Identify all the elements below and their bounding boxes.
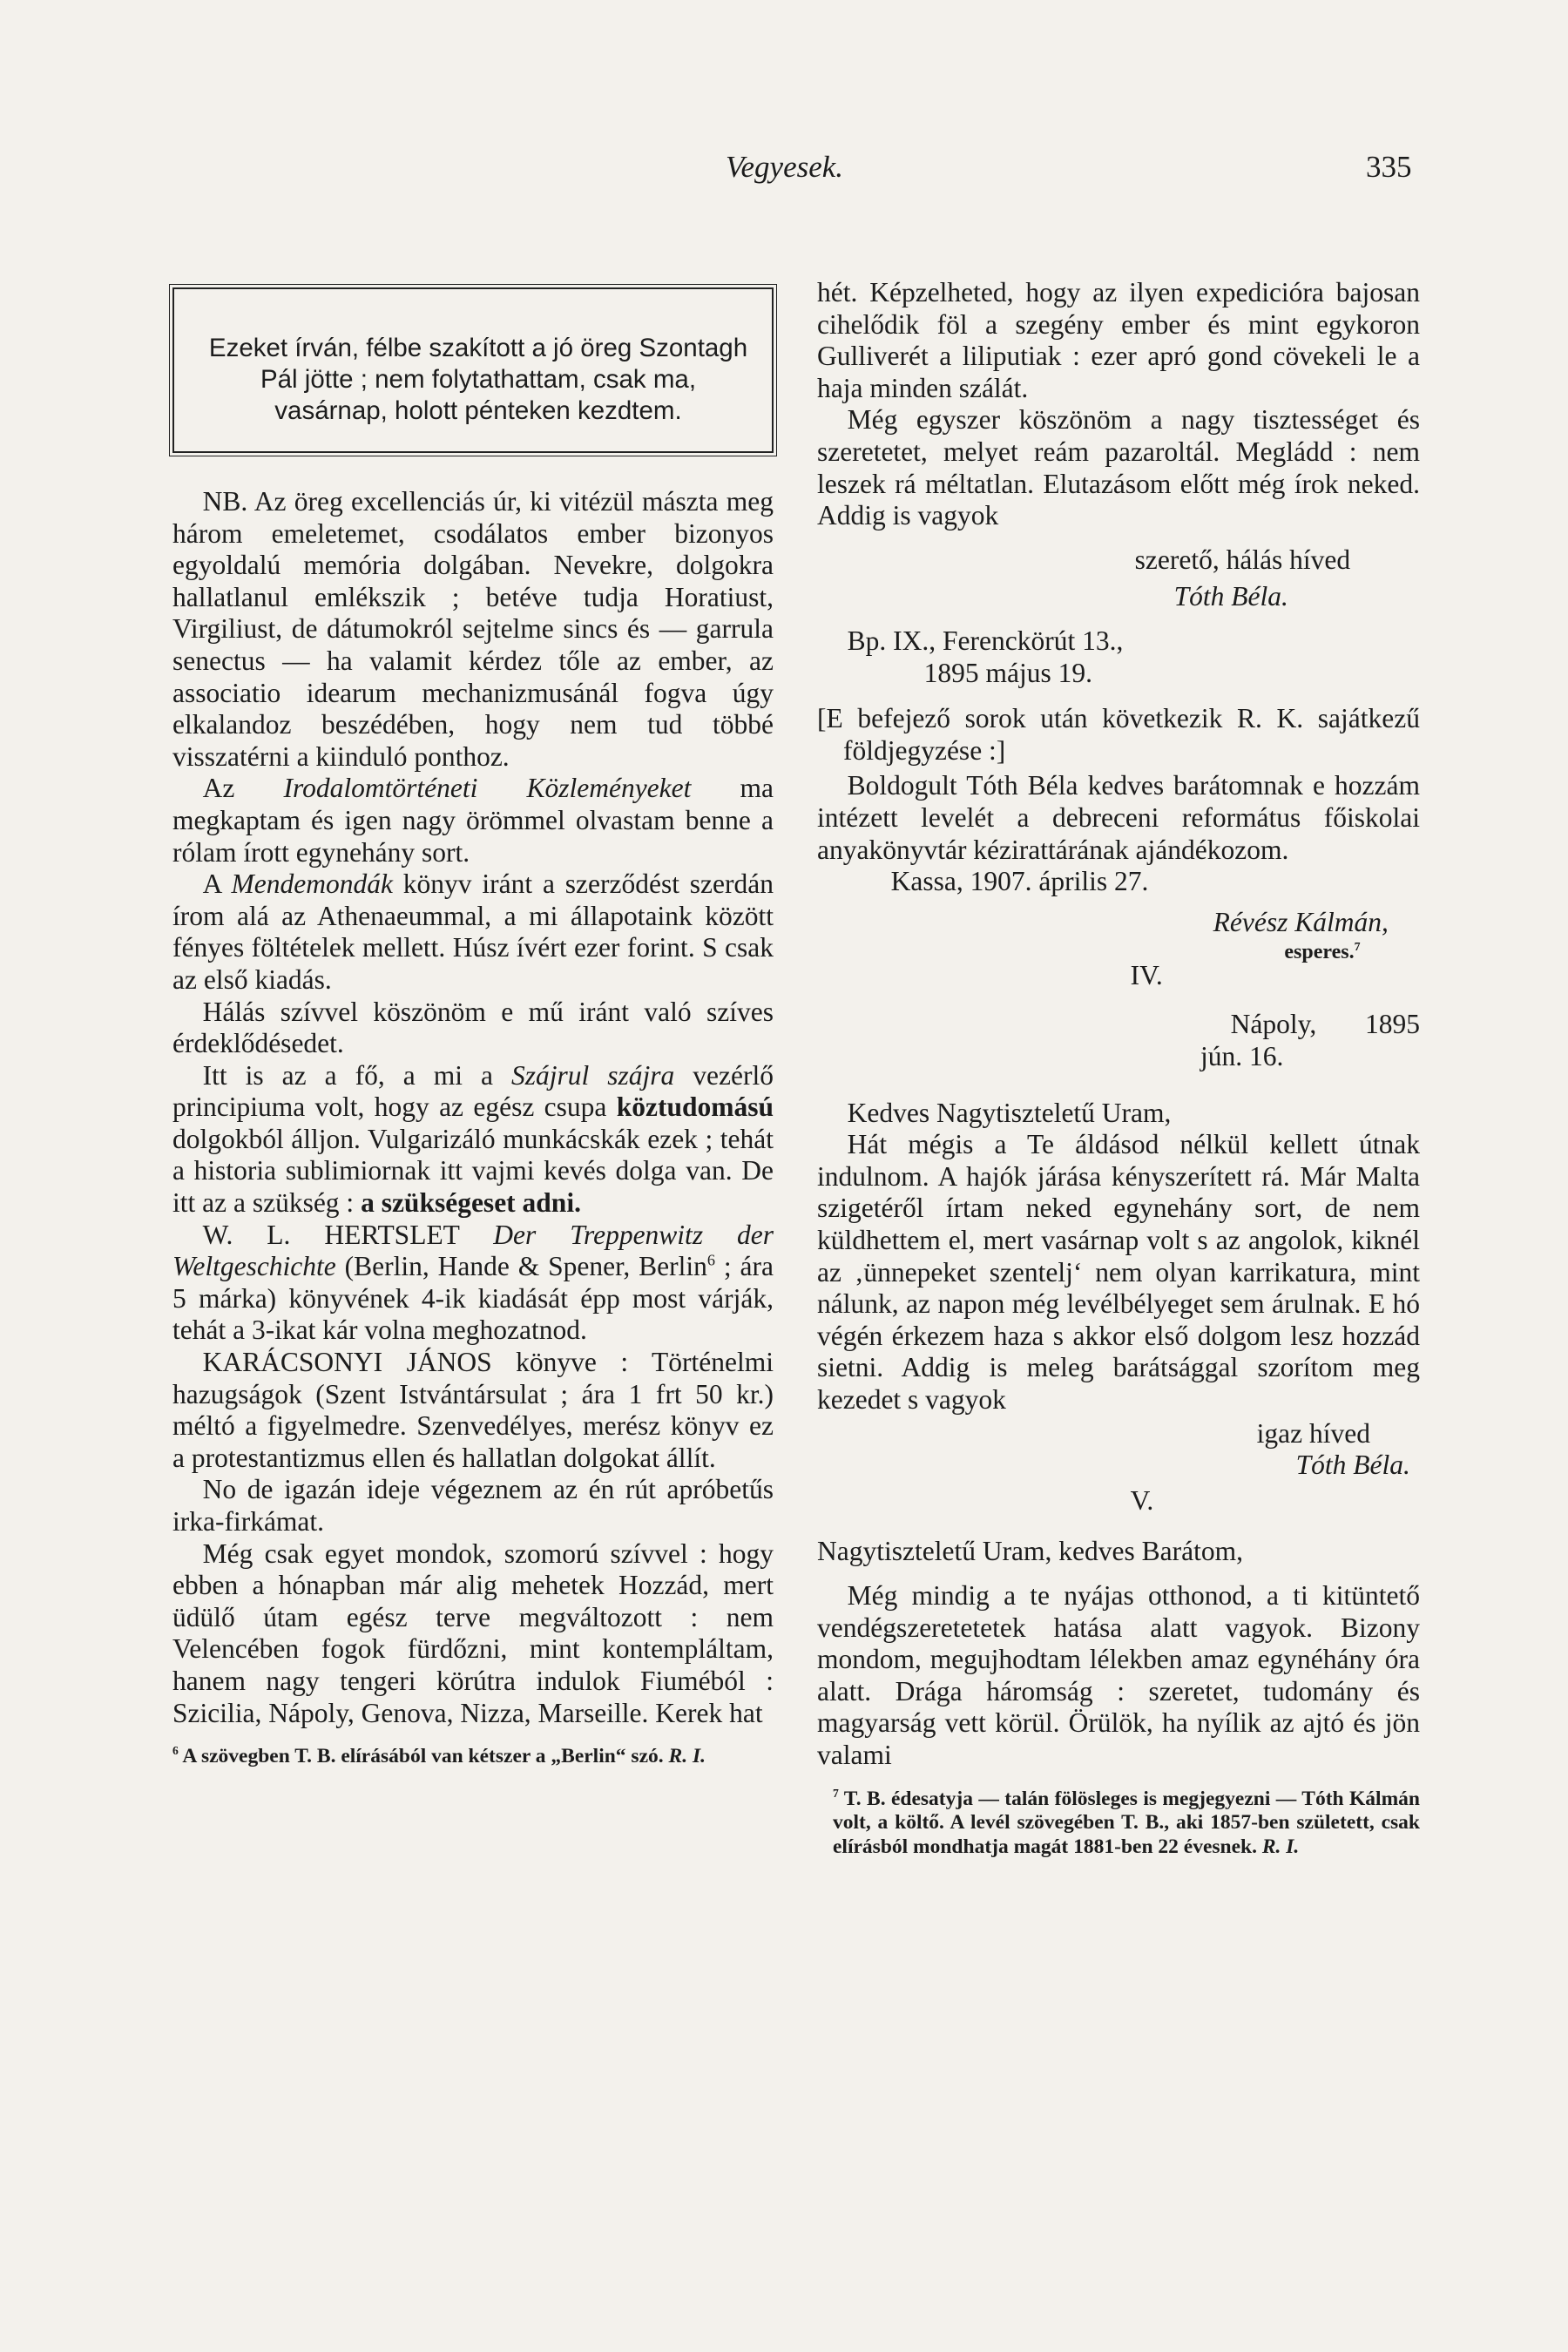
closing-2: igaz híved: [1256, 1417, 1370, 1449]
footnote-ref: 6: [706, 1251, 715, 1269]
text: W. L. HERTSLET: [202, 1219, 494, 1250]
boxed-note: Ezeket írván, félbe szakított a jó öreg Szontagh Pál jötte ; nem folytathattam, csak ma, vasárnap, holott pénteken kezdtem.: [172, 287, 774, 453]
running-head: Vegyesek.: [726, 150, 844, 184]
paragraph-thanks: Hálás szívvel köszönöm e mű iránt való szíves érdeklődésedet.: [172, 996, 774, 1059]
book-title: Der Treppenwitz der Weltgeschichte: [172, 1219, 774, 1282]
closing-1: szerető, hálás híved: [1134, 544, 1351, 575]
footnote-6: [172, 1745, 774, 1769]
date-2: Nápoly, 1895 jún. 16.: [1200, 1009, 1420, 1072]
paragraph-journey: Még csak egyet mondok, szomorú szívvel : hogy ebben a hónapban már alig mehetek Hozzád, mert üdülő útam egész terve megváltozott : nem Velencében fogok fürdőzni, mint kontempláltam, hanem nagy tengeri körútra indulok Fiuméból : Szicilia, Nápoly, Genova, Nizza, Marseille. Kerek hat: [172, 1538, 774, 1728]
address: Bp. IX., Ferenckörút 13.,: [847, 625, 1124, 656]
footnote-text: T. B. édesatyja — talán fölösleges is megjegyezni — Tóth Kálmán volt, a költő. A levél szövegében T. B., aki 1857-ben született, csak elírásból mondhatja magát 1881-ben 22 évesnek.: [833, 1787, 1420, 1858]
right-column: [817, 277, 1420, 1859]
signature-1: Tóth Béla.: [1173, 581, 1288, 612]
page-number: 335: [1366, 150, 1412, 184]
signature-line: [817, 1450, 1420, 1482]
footnote-ref: 7: [1354, 941, 1361, 955]
section-iv: IV.: [1130, 959, 1163, 990]
book-title: Szájrul szájra: [510, 1059, 675, 1091]
paragraph-irka-firka: No de igazán ideje végeznem az én rút apróbetűs irka-firkámat.: [172, 1474, 774, 1537]
text: dolgokból álljon. Vulgarizáló munkácskák ezek ; tehát a historia sublimiornak itt vajmi kevés dolga van. De itt az a szükség :: [172, 1123, 774, 1219]
text: Az: [202, 773, 284, 804]
journal-title: Irodalomtörténeti Közleményeket: [283, 773, 692, 804]
bold-term: köztudomású: [616, 1092, 774, 1123]
place-date: Kassa, 1907. április 27.: [890, 866, 1149, 897]
bold-term: a szükségeset adni.: [361, 1187, 581, 1219]
paragraph-continuation: hét. Képzelheted, hogy az ilyen expedicióra bajosan cihelődik föl a szegény ember és mint egykoron Gulliverét a liliputiak : ezer apró gond cövekeli le a haja minden szálát.: [817, 277, 1420, 403]
salutation-1: Kedves Nagytiszteletű Uram,: [847, 1097, 1172, 1128]
paragraph-mendemondak: [172, 868, 774, 996]
text: (Berlin, Hande & Spener, Berlin: [335, 1251, 707, 1282]
left-column: [172, 277, 774, 1769]
text: ma megkaptam és igen nagy örömmel olvastam benne a rólam írott egynehány sort.: [172, 773, 774, 868]
paragraph-thanks-again: Még egyszer köszönöm a nagy tisztességet és szeretetet, melyet reám pazaroltál. Megládd : nem leszek rá méltatlan. Elutazásom előtt még írok neked. Addig is vagyok: [817, 404, 1420, 531]
text: A: [202, 868, 232, 900]
footnote-initials: R. I.: [668, 1745, 706, 1768]
signature-3: Tóth Béla.: [1295, 1450, 1410, 1481]
paragraph-karacsonyi: KARÁCSONYI JÁNOS könyve : Történelmi hazugságok (Szent Istvántársulat ; ára 1 frt 50 kr.) méltó a figyelmedre. Szenvedélyes, merész könyv ez a protestantizmus ellen és hallatlan dolgokat állít.: [172, 1347, 774, 1473]
footnote-number: 7: [833, 1786, 839, 1800]
salutation-2: Nagytiszteletű Uram, kedves Barátom,: [817, 1536, 1243, 1567]
paragraph-irodalomtorteneti: [172, 773, 774, 868]
signature-2: Révész Kálmán,: [1213, 906, 1389, 937]
date-1: 1895 május 19.: [923, 657, 1093, 688]
footnote-7: [817, 1788, 1420, 1860]
paragraph-szajrul-szajra: [172, 1060, 774, 1220]
text: könyv iránt a szerződést szerdán írom alá az Athenaeummal, a mi állapotaink között fényes föltételek mellett. Húsz ívért ezer forint. S csak az első kiadás.: [172, 868, 774, 995]
text: vezérlő principiuma volt, hogy az egész csupa: [172, 1059, 774, 1123]
footnote-number: 6: [172, 1744, 179, 1758]
paragraph-hertslet: [172, 1220, 774, 1347]
paragraph-naples-letter: Hát mégis a Te áldásod nélkül kellett útnak indulnom. A hajók járása kényszerített rá. Már Malta szigetéről írtam neked egynehány sort, de nem küldhettem el, mert vasárnap volt s az angolok, kiknél az ‚ünnepeket szentelj‘ nem olyan karrikatura, mint nálunk, az napon még levélbélyeget sem árulnak. E hó végén érkezem haza s akkor első dolgom lesz hozzád sietni. Addig is meleg barátsággal szorítom meg kezedet s vagyok: [817, 1129, 1420, 1415]
paragraph-nb: NB. Az öreg excellenciás úr, ki vitézül mászta meg három emeletemet, csodálatos ember bizonyos egyoldalú memória dolgában. Nevekre, dolgokra hallatlanul emlékszik ; betéve tudja Horatiust, Virgiliust, de dátumokról sejtelme sincs és — garrula senectus — ha valamit kérdez tőle az ember, az associatio idearum mechanizmusánál fogva úgy elkalandoz beszédében, hogy nem tud többé visszatérni a kiinduló ponthoz.: [172, 486, 774, 772]
text: ; ára 5 márka) könyvének 4-ik kiadását épp most várják, tehát a 3-ikat kár volna meghozatnod.: [172, 1251, 774, 1346]
section-v: V.: [1130, 1484, 1154, 1516]
signature-line: [817, 581, 1420, 613]
signature-line: [817, 907, 1420, 939]
book-title: Mendemondák: [231, 868, 393, 900]
footnote-text: A szövegben T. B. elírásából van kétszer a „Berlin“ szó.: [178, 1745, 669, 1768]
title-2: esperes.: [1284, 941, 1355, 964]
editor-note: [E befejező sorok után következik R. K. sajátkezű földjegyzése :]: [817, 703, 1420, 766]
text: Itt is az a fő, a mi a: [202, 1059, 511, 1091]
paragraph-donation: Boldogult Tóth Béla kedves barátomnak e hozzám intézett levelét a debreceni református főiskolai anyakönyvtár kézirattárának ajándékozom.: [817, 770, 1420, 865]
paragraph-hospitality: Még mindig a te nyájas otthonod, a ti kitüntető vendégszeretetetek hatása alatt vagyok. Bizony mondom, megujhodtam lélekben amaz egynéhány óra alatt. Drága háromság : szeretet, tudomány és magyarság vett körül. Örülök, ha nyílik az ajtó és jön valami: [817, 1579, 1420, 1770]
footnote-initials: R. I.: [1261, 1835, 1300, 1858]
